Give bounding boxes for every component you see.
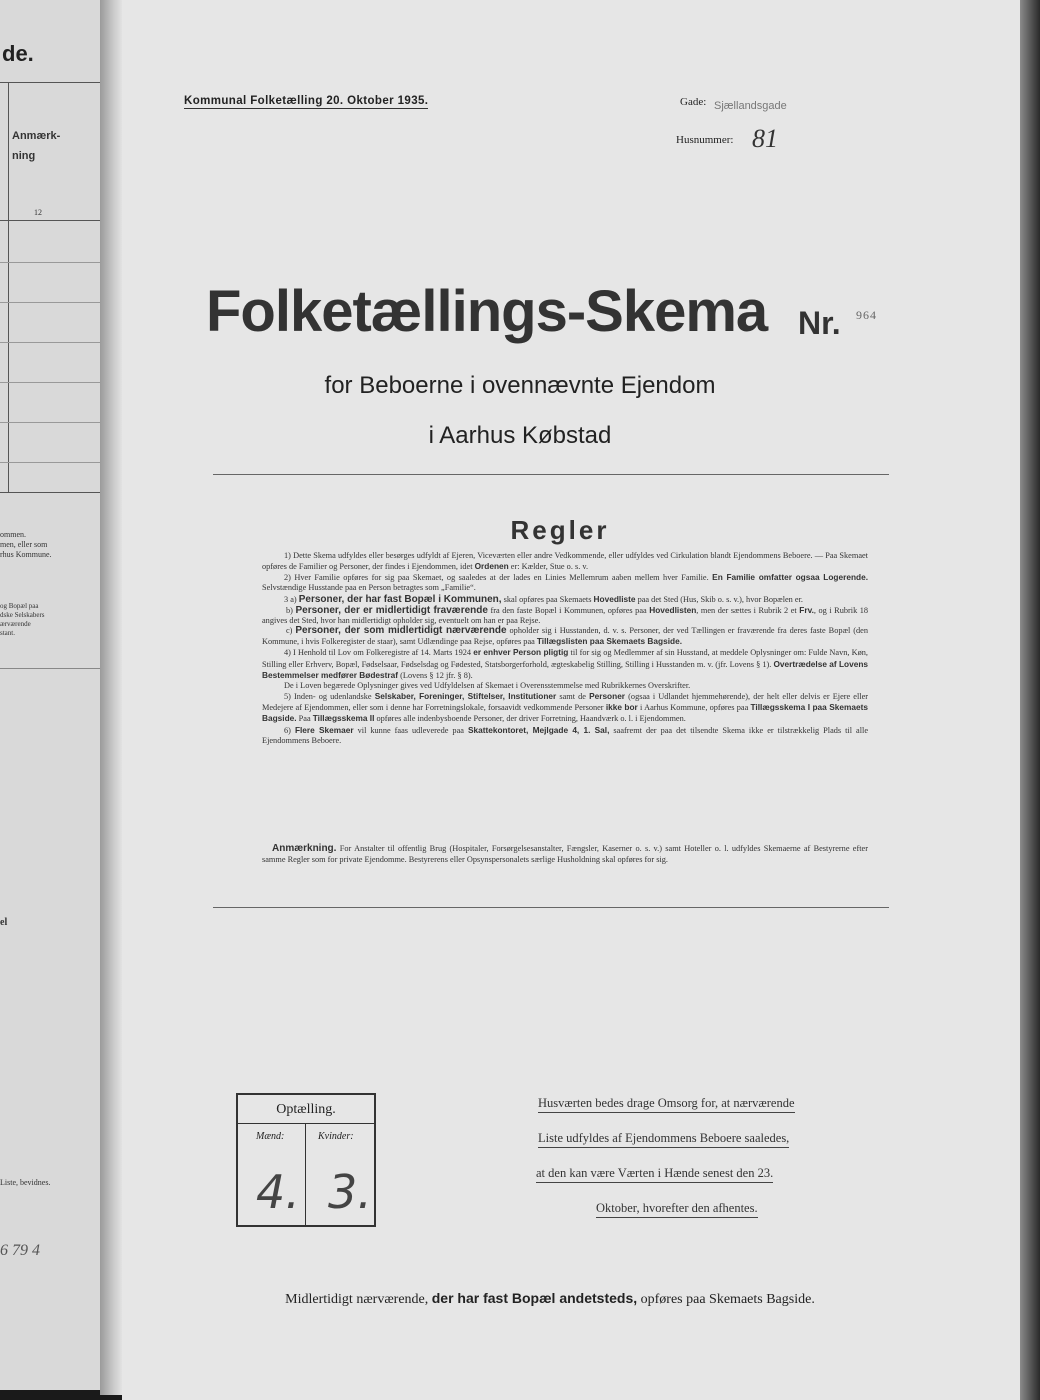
left-heading: de. (2, 41, 34, 66)
remark-body: For Anstalter til offentlig Brug (Hospitaler, Forsørgelsesanstalter, Fængsler, Kaserner o. s. v.) samt Hoteller o. l. udfyldes Skemaerne af Bestyrerne efter samme Regler som for private Ejendomme. Bestyrerens eller Opsynspersonalets særlige Husholdning skal opføres for sig. (262, 844, 868, 864)
left-col-header: Anmærk- ning (12, 130, 61, 162)
count-title: Optælling. (238, 1095, 374, 1124)
census-header: Kommunal Folketælling 20. Oktober 1935. (184, 95, 429, 107)
footer-bold: der har fast Bopæl andetsteds, (431, 1290, 638, 1306)
form-title: Folketællings-Skema (206, 279, 768, 344)
divider-top (213, 474, 889, 475)
form-number-value: 964 (856, 308, 877, 322)
count-divider (305, 1123, 306, 1225)
remark-label: Anmærkning. (272, 843, 337, 854)
house-number-label: Husnummer: (676, 134, 734, 146)
left-facing-page (0, 0, 100, 1390)
rule-2: 2) Hver Familie opføres for sig paa Skemaet, og saaledes at der lades en Linies Mellemrum aaben mellem hver Familie. En Familie omfatter ogsaa Logerende. Selvstændige Husstande paa en Person betragtes som „Familie“. (262, 572, 868, 593)
rule-3a: 3 a) Personer, der har fast Bopæl i Kommunen, skal opføres paa Skemaets Hovedliste paa det Sted (Hus, Skib o. s. v.), hvor Bopælen er. (284, 593, 803, 605)
left-rule (0, 668, 100, 669)
footer-post: opføres paa Skemaets Bagside. (640, 1292, 815, 1307)
left-note-4: Liste, bevidnes. (0, 1178, 51, 1187)
rule-4b: De i Loven begærede Oplysninger gives ved Udfyldelsen af Skemaet i Overensstemmelse med Rubrikkernes Overskrifter. (284, 680, 691, 690)
left-rule (0, 220, 100, 221)
rule-3c: c) Personer, der som midlertidigt nærværende opholder sig i Husstanden, d. v. s. Personer, der ved Tællingen er fraværende fra deres faste Bopæl (den Kommune, i hvis Folkeregister de staar), samt Udlændinge paa Rejse, opføres paa Tillægslisten paa Skemaets Bagside. (262, 625, 868, 647)
footer-note (0, 1290, 1040, 1308)
notice-line-3: at den kan være Værten i Hænde senest den 23. (536, 1166, 773, 1183)
rules-heading: Regler (510, 515, 610, 545)
women-count: 3. (328, 1165, 372, 1219)
rule-4: 4) I Henhold til Lov om Folkeregistre af 14. Marts 1924 er enhver Person pligtig til for sig og Medlemmer af sin Husstand, at meddele Oplysninger om: Fulde Navn, Køn, Stilling eller Erhverv, Bopæl, Fødselsaar, Fødselsdag og Fødested, Statsborgerforhold, ægteskabelig Stilling, Stilling i Husstanden m. v. (jfr. Lovens § 1). Overtrædelse af Lovens Bestemmelser medfører Bødestraf (Lovens § 12 jfr. § 8). (262, 647, 869, 680)
notice-line-1: Husværten bedes drage Omsorg for, at nærværende (538, 1096, 795, 1113)
men-label: Mænd: (256, 1131, 285, 1142)
page-edge (1020, 0, 1040, 1400)
left-note-1: ommen. men, eller som rhus Kommune. (0, 530, 52, 559)
left-rule (0, 302, 100, 303)
rule-6: 6) Flere Skemaer vil kunne faas udleverede paa Skattekontoret, Mejlgade 4, 1. Sal, saafremt der paa det tilsendte Skema ikke er tilstrækkelig Plads til alle Ejendommens Beboere. (262, 724, 869, 745)
left-rule (0, 82, 100, 83)
rule-1: 1) Dette Skema udfyldes eller besørges udfyldt af Ejeren, Viceværten eller andre Vedkommende, eller udfyldes ved Cirkulation blandt Ejendommens Beboere. — Paa Skemaet opføres de Familier og Personer, der findes i Ejendommen, idet Ordenen er: Kælder, Stue o. s. v. (262, 551, 868, 572)
left-note-2: og Bopæl paa dske Selskabers ærværende stant. (0, 602, 45, 637)
form-subtitle-1: for Beboerne i ovennævnte Ejendom (324, 372, 716, 399)
left-col-number: 12 (34, 208, 42, 217)
left-rule (0, 262, 100, 263)
count-box (236, 1093, 376, 1227)
women-label: Kvinder: (318, 1131, 354, 1142)
left-rule (0, 342, 100, 343)
street-value: Sjællandsgade (714, 100, 787, 112)
notice-line-2: Liste udfyldes af Ejendommens Beboere saaledes, (538, 1131, 789, 1148)
footer-pre: Midlertidigt nærværende, (285, 1292, 429, 1307)
book-gutter (100, 0, 122, 1395)
rule-5: 5) Inden- og udenlandske Selskaber, Foreninger, Stiftelser, Institutioner samt de Personer (ogsaa i Udlandet hjemmehørende), der helt eller delvis er Ejere eller Medejere af Ejendommen, eller som i denne har Forretningslokale, forsaavidt vedkommende Personer ikke bor i Aarhus Kommune, opføres paa Tillægsskema I paa Skemaets Bagside. Paa Tillægsskema II opføres alle indenbysboende Personer, der driver Forretning, Haandværk o. l. i Ejendommen. (262, 691, 869, 724)
form-number-label: Nr. (798, 305, 841, 341)
left-rule (0, 462, 100, 463)
rules-text (262, 551, 868, 746)
notice-line-4: Oktober, hvorefter den afhentes. (596, 1201, 758, 1218)
street-label: Gade: (680, 96, 707, 108)
left-note-3: el (0, 917, 8, 928)
left-rule (0, 492, 100, 493)
rule-3b: b) Personer, der er midlertidigt fraværende fra den faste Bopæl i Kommunen, opføres paa Hovedlisten, men der sættes i Rubrik 2 et Frv., og i Rubrik 18 angives det Sted, hvor han midlertidigt opholder sig, eventuelt om han er paa Rejse. (262, 604, 869, 625)
left-handwritten: 6 79 4 (0, 1242, 40, 1259)
men-count: 4. (256, 1165, 300, 1219)
form-subtitle-2: i Aarhus Købstad (428, 422, 612, 449)
divider-bottom (213, 907, 889, 908)
house-number-value: 81 (752, 124, 778, 153)
remark-text (262, 844, 868, 865)
